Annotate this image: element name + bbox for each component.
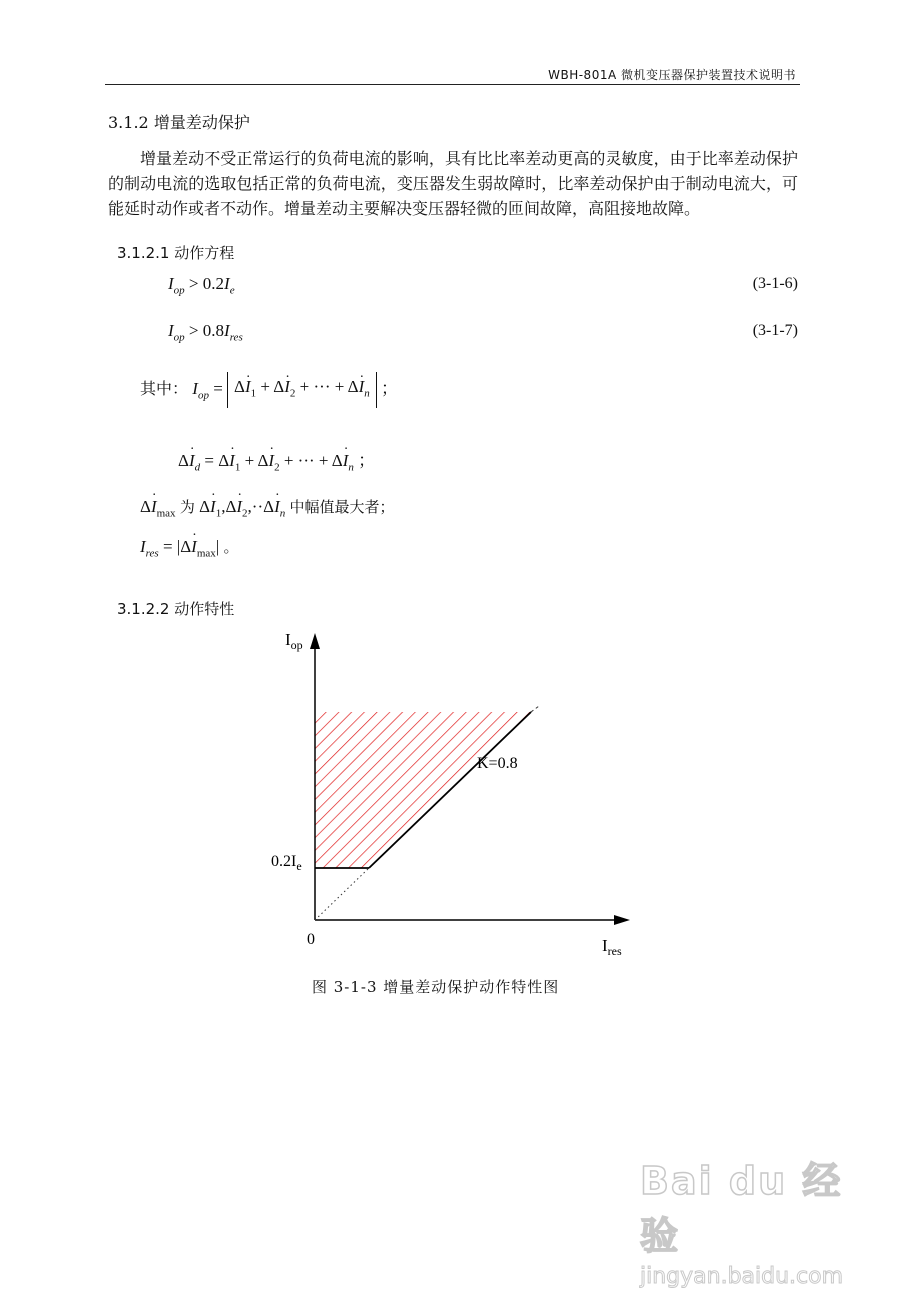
y-axis-arrow (310, 633, 320, 649)
paragraph-text: 增量差动不受正常运行的负荷电流的影响，具有比比率差动更高的灵敏度，由于比率差动保护的制动电流的选取包括正常的负荷电流，变压器发生弱故障时，比率差动保护由于制动电流大，可能延时动作或者不动作。增量差动主要解决变压器轻微的匝间故障，高阻接地故障。 (108, 149, 798, 218)
max-text-2: 中幅值最大者； (289, 498, 395, 516)
characteristic-chart (260, 625, 640, 970)
definition-iop: 其中： $I_{op} = \Delta\cdot I_1 + \Delta\cdot I_2$ + ··· + $\Delta\cdot I_n$ ； (140, 372, 398, 408)
section-title: 增量差动保护 (153, 113, 250, 132)
end-mark: 。 (223, 538, 239, 556)
where-prefix: 其中： (140, 379, 189, 399)
equation-3-1-6: $I_{op} > 0.2I_e$ (168, 274, 235, 297)
definition-delta-imax: $\Delta\cdot I_{max}$ 为 $\Delta\cdot I_1,\Delta\cdot I_2,\cdot\cdot\Delta\cdot I_n$ 中幅值最大者； (140, 496, 395, 519)
slope-label: K=0.8 (477, 755, 518, 772)
watermark-url: jingyan.baidu.com (640, 1264, 844, 1289)
subsection-heading-2 (117, 598, 234, 619)
subsection-title: 动作方程 (174, 244, 235, 262)
subsection-number: 3.1.2.1 (117, 244, 170, 262)
document-title: WBH-801A 微机变压器保护装置技术说明书 (548, 68, 796, 82)
section-number: 3.1.2 (108, 113, 149, 132)
equation-number: (3-1-7) (752, 322, 798, 339)
x-axis-arrow (614, 915, 630, 925)
equation-number: (3-1-6) (752, 275, 798, 292)
figure-caption: 图 3-1-3 增量差动保护动作特性图 (312, 978, 560, 996)
slope-extension-line (531, 706, 539, 712)
equation-3-1-7: $I_{op} > 0.8I_{res}$ (168, 321, 243, 344)
definition-delta-id: $\Delta\cdot I_d = \Delta\cdot I_1 + \Delta\cdot I_2$ + ··· + $\Delta\cdot I_n$ ； (178, 446, 375, 473)
subsection-number: 3.1.2.2 (117, 600, 170, 618)
x-axis-label: $I_{res}$ (602, 936, 622, 958)
operating-region (315, 712, 531, 868)
page-header (105, 66, 800, 85)
watermark (640, 1150, 870, 1289)
subsection-title: 动作特性 (174, 600, 235, 618)
max-text-1: 为 (179, 498, 195, 516)
intro-paragraph (108, 146, 798, 221)
subsection-heading-1 (117, 242, 234, 263)
origin-label: 0 (307, 931, 315, 948)
definition-ires: $I_{res} = |\Delta\cdot I_{max}|$ 。 (140, 536, 238, 559)
origin-extension-line (315, 868, 369, 920)
section-heading (108, 110, 250, 133)
y-axis-label: $I_{op}$ (285, 630, 303, 652)
watermark-brand: Bai du 经验 (640, 1159, 843, 1258)
threshold-label: $0.2I_e$ (271, 853, 302, 873)
